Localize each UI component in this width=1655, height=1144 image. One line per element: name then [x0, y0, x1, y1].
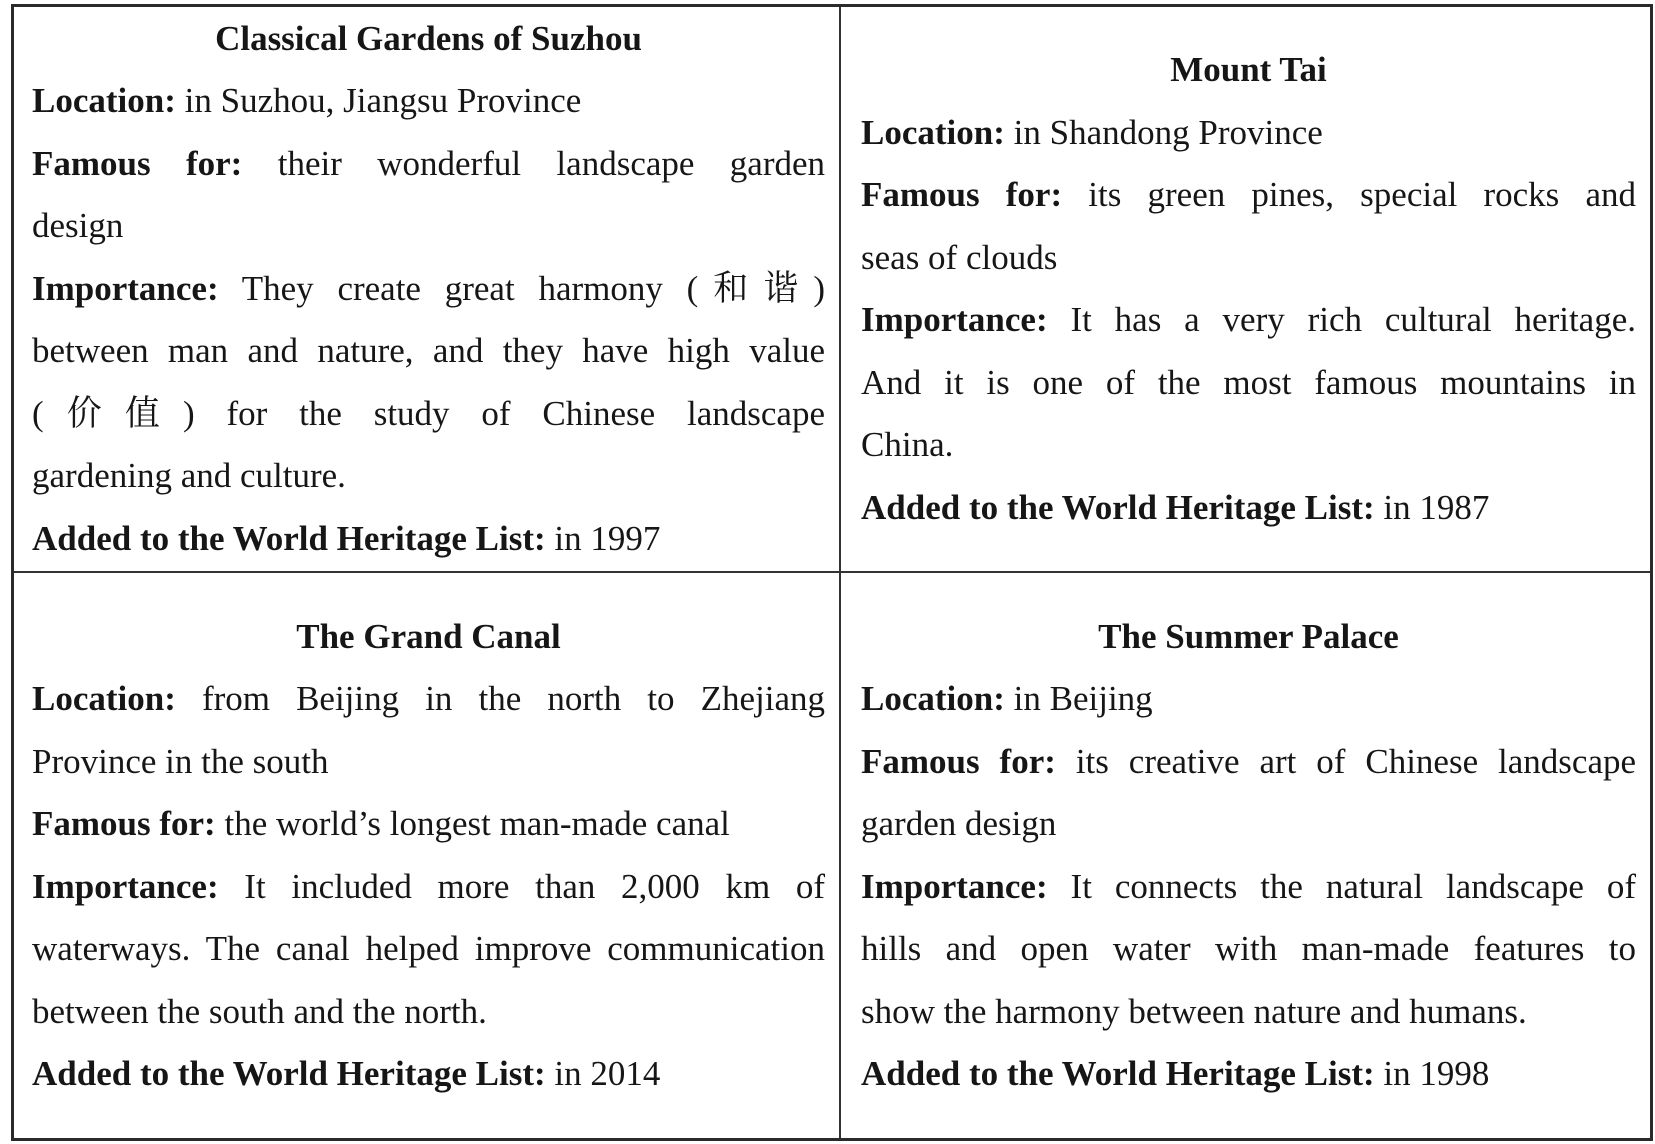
importance-text: It included more than 2,000 km of [244, 866, 826, 906]
importance-text: hills and open water with man-made features to [861, 929, 1636, 968]
famous-for-text: seas of clouds [861, 237, 1058, 277]
importance-text: between man and nature, and they have high value [32, 331, 825, 371]
famous-for-text: its creative art of Chinese landscape [1075, 741, 1637, 781]
location-text: Province in the south [32, 741, 329, 781]
heritage-list-label: Added to the World Heritage List: [861, 487, 1375, 527]
importance-line [861, 856, 1636, 919]
importance-text: It has a very rich cultural heritage. [1070, 300, 1637, 339]
site-title: The Summer Palace [1098, 616, 1399, 656]
famous-for-line [861, 164, 1636, 227]
importance-line [32, 856, 825, 919]
heritage-list-label: Added to the World Heritage List: [32, 1054, 546, 1093]
heritage-list-year: in 1987 [1383, 487, 1490, 527]
site-title: The Grand Canal [296, 616, 561, 656]
heritage-list-line [861, 477, 1636, 540]
location-text: in Beijing [1013, 679, 1153, 718]
heritage-list-line [32, 1043, 825, 1106]
importance-label: Importance: [861, 300, 1048, 339]
importance-text: China. [861, 425, 954, 464]
heritage-list-year: in 1997 [554, 518, 661, 558]
location-label: Location: [861, 679, 1005, 718]
location-text: from Beijing in the north to Zhejiang [201, 679, 825, 718]
famous-for-label: Famous for: [32, 804, 216, 843]
importance-label: Importance: [32, 866, 219, 906]
importance-line [32, 258, 825, 321]
famous-for-text: garden design [861, 804, 1057, 843]
site-cell-suzhou-gardens [14, 7, 841, 573]
famous-for-label: Famous for: [32, 143, 243, 183]
location-label: Location: [861, 112, 1005, 152]
site-cell-grand-canal [14, 573, 841, 1138]
famous-for-text: the world’s longest man-made canal [224, 804, 730, 843]
importance-text: between the south and the north. [32, 991, 487, 1031]
site-title: Classical Gardens of Suzhou [215, 18, 642, 58]
location-line [32, 668, 825, 731]
famous-for-label: Famous for: [861, 175, 1063, 214]
famous-for-label: Famous for: [861, 741, 1056, 781]
location-label: Location: [32, 679, 176, 718]
heritage-list-label: Added to the World Heritage List: [861, 1054, 1375, 1093]
importance-text: show the harmony between nature and humans. [861, 991, 1527, 1031]
importance-text: It connects the natural landscape of [1070, 866, 1637, 906]
heritage-list-year: in 1998 [1383, 1054, 1490, 1093]
heritage-list-label: Added to the World Heritage List: [32, 518, 546, 558]
famous-for-text: their wonderful landscape garden [277, 143, 826, 183]
importance-label: Importance: [861, 866, 1048, 906]
location-line [861, 102, 1636, 165]
location-text: in Shandong Province [1013, 112, 1323, 152]
heritage-table [11, 4, 1653, 1141]
site-cell-summer-palace [841, 573, 1650, 1138]
location-line [32, 70, 825, 133]
famous-for-line [861, 731, 1636, 794]
location-line [861, 668, 1636, 731]
importance-line [861, 289, 1636, 352]
famous-for-text: its green pines, special rocks and [1088, 175, 1636, 214]
importance-text: And it is one of the most famous mountains in [861, 362, 1636, 402]
site-title: Mount Tai [1170, 50, 1327, 89]
importance-text: (价值) for the study of Chinese landscape [32, 393, 825, 433]
heritage-list-line [32, 508, 825, 571]
importance-label: Importance: [32, 268, 219, 308]
famous-for-line [32, 793, 825, 856]
site-cell-mount-tai [841, 7, 1650, 573]
location-label: Location: [32, 81, 176, 121]
location-text: in Suzhou, Jiangsu Province [184, 81, 582, 121]
importance-text: gardening and culture. [32, 456, 346, 496]
famous-for-line [32, 133, 825, 196]
importance-text: They create great harmony (和谐) [241, 268, 825, 308]
famous-for-text: design [32, 206, 124, 246]
importance-text: waterways. The canal helped improve communication [32, 929, 825, 968]
heritage-list-year: in 2014 [554, 1054, 661, 1093]
heritage-list-line [861, 1043, 1636, 1106]
